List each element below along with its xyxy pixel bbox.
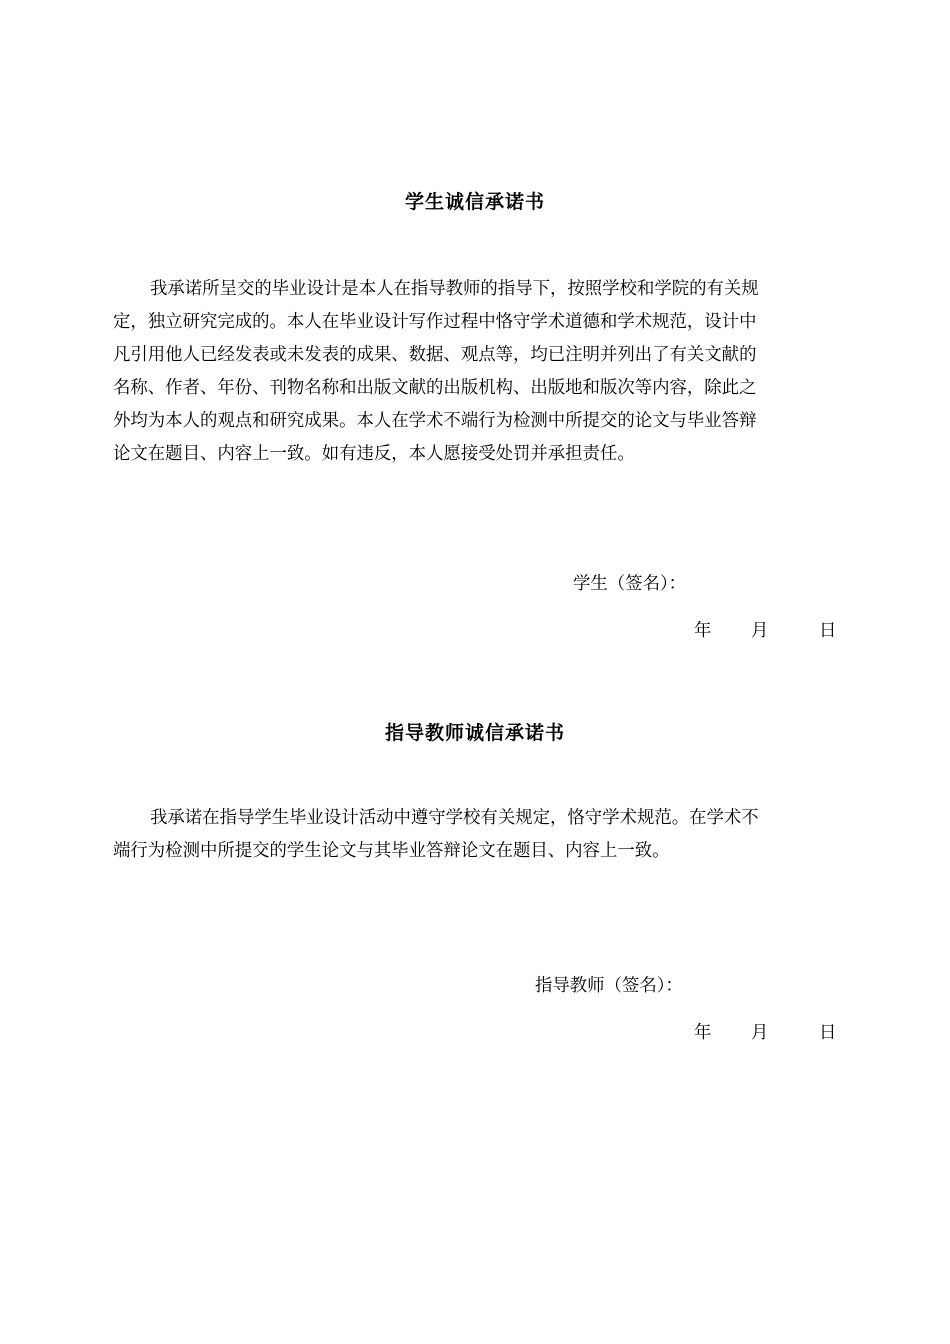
student-pledge-line: 我承诺所呈交的毕业设计是本人在指导教师的指导下，按照学校和学院的有关规	[150, 279, 759, 299]
teacher-pledge-text	[113, 802, 825, 868]
teacher-date-month: 月	[751, 1023, 769, 1043]
student-pledge-line: 外均为本人的观点和研究成果。本人在学术不端行为检测中所提交的论文与毕业答辩	[113, 411, 757, 431]
student-date-day: 日	[819, 621, 837, 641]
student-date-month: 月	[751, 621, 769, 641]
teacher-pledge-title: 指导教师诚信承诺书	[384, 722, 565, 744]
student-pledge-line: 凡引用他人已经发表或未发表的成果、数据、观点等，均已注明并列出了有关文献的	[113, 345, 757, 365]
teacher-pledge-line: 端行为检测中所提交的学生论文与其毕业答辩论文在题目、内容上一致。	[113, 841, 670, 861]
student-pledge-line: 定，独立研究完成的。本人在毕业设计写作过程中恪守学术道德和学术规范，设计中	[113, 312, 757, 332]
student-date-year: 年	[694, 621, 712, 641]
teacher-date-year: 年	[694, 1023, 712, 1043]
teacher-date-day: 日	[819, 1023, 837, 1043]
student-signature-label: 学生（签名）：	[573, 574, 687, 594]
teacher-date-line	[0, 1018, 950, 1042]
student-pledge-title: 学生诚信承诺书	[404, 191, 545, 213]
student-date-line	[0, 616, 950, 640]
student-pledge-line: 名称、作者、年份、刊物名称和出版文献的出版机构、出版地和版次等内容，除此之	[113, 378, 757, 398]
teacher-pledge-line: 我承诺在指导学生毕业设计活动中遵守学校有关规定，恪守学术规范。在学术不	[150, 808, 759, 828]
teacher-signature-label: 指导教师（签名）：	[535, 976, 683, 996]
student-pledge-text	[113, 273, 825, 471]
student-pledge-line: 论文在题目、内容上一致。如有违反，本人愿接受处罚并承担责任。	[113, 444, 635, 464]
